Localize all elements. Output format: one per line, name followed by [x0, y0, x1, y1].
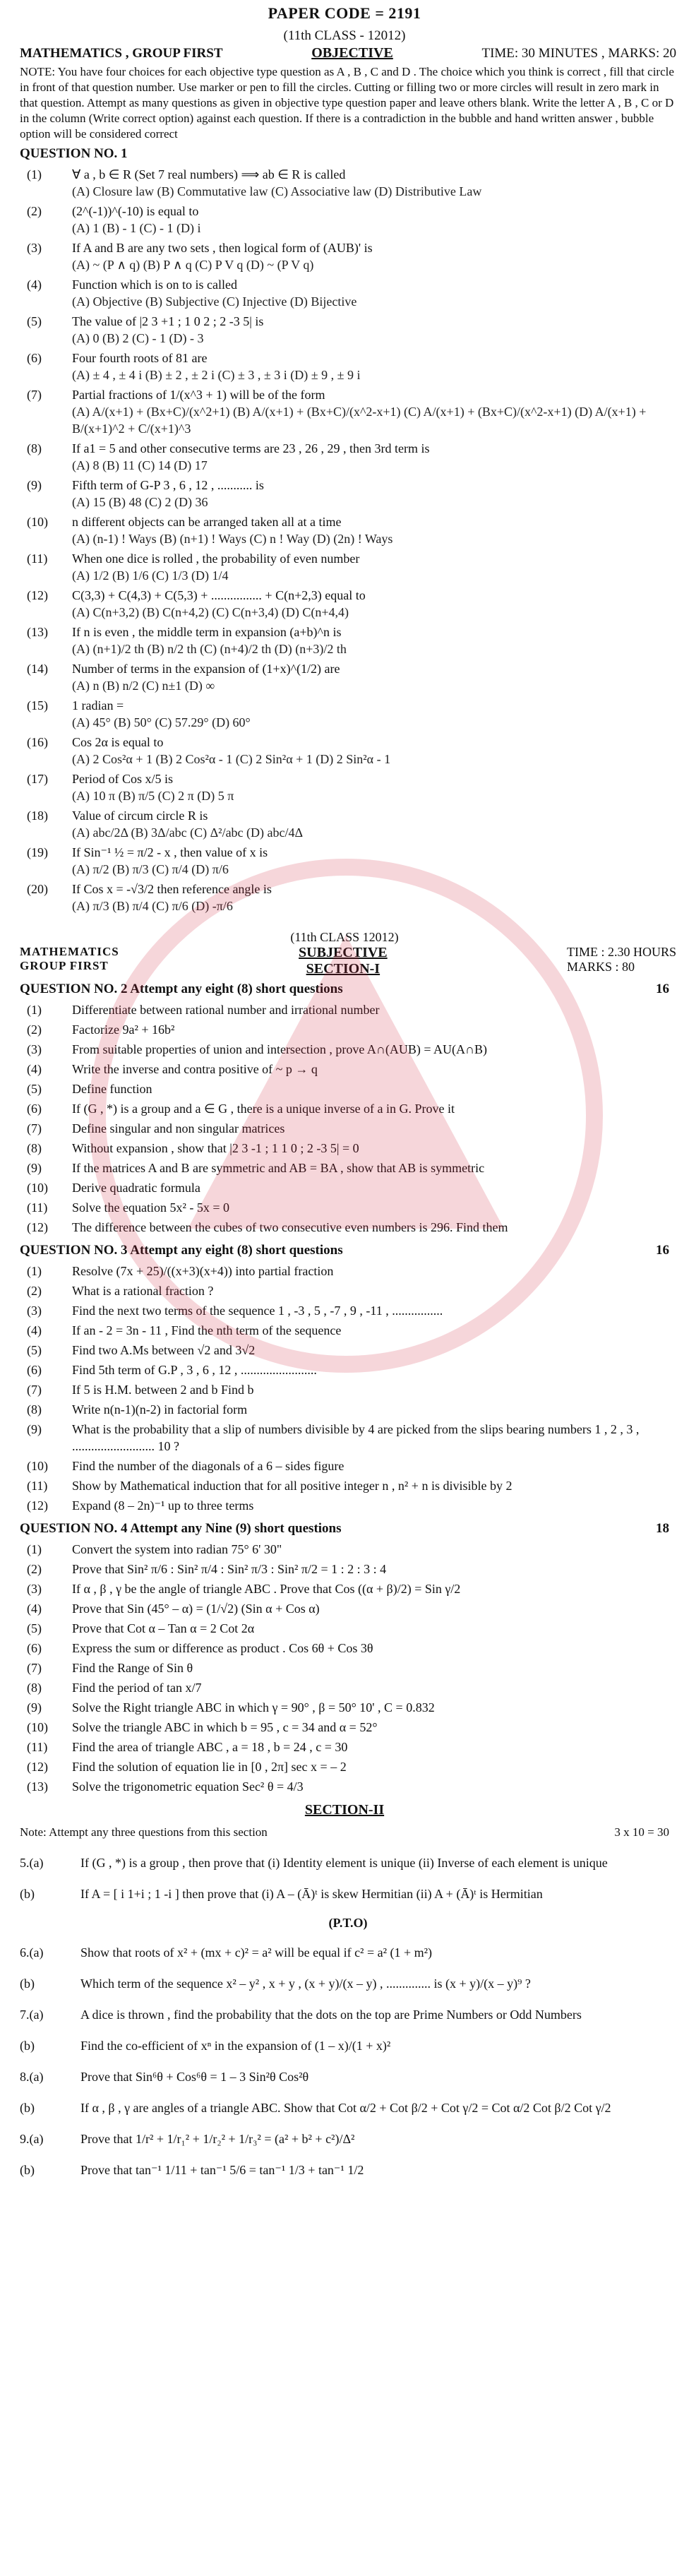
item-text: If α , β , γ be the angle of triangle ABC . Prove that Cos ((α + β)/2) = Sin γ/2 — [72, 1582, 461, 1596]
item-options: (A) 0 (B) 2 (C) - 1 (D) - 3 — [72, 331, 204, 345]
subjective-header — [0, 945, 689, 977]
item-number: (8) — [27, 1402, 42, 1417]
item-text: ∀ a , b ∈ R (Set 7 real numbers) ⟹ ab ∈ R is called (A) Closure law (B) Commutative law (C) Associative law (D) Distributive Law — [72, 167, 482, 198]
section2-item — [20, 2161, 676, 2179]
item-number: (5) — [27, 1082, 42, 1096]
item-text: Show by Mathematical induction that for all positive integer n , n² + n is divisible by 2 — [72, 1479, 513, 1493]
objective-header — [0, 45, 689, 61]
item-text: 1 radian = (A) 45° (B) 50° (C) 57.29° (D) 60° — [72, 698, 251, 729]
item-options: (A) ~ (P ∧ q) (B) P ∧ q (C) P V q (D) ~ (P V q) — [72, 258, 314, 272]
item-number: (6) — [27, 1102, 42, 1116]
q2-item — [20, 1120, 676, 1137]
item-text: Find two A.Ms between √2 and 3√2 — [72, 1343, 256, 1357]
item-number: (9) — [27, 478, 42, 492]
item-text: Prove that Cot α – Tan α = 2 Cot 2α — [72, 1621, 255, 1635]
q1-item — [20, 881, 676, 914]
question-1-list — [0, 166, 689, 914]
item-number: (6) — [27, 351, 42, 365]
q2-item — [20, 1179, 676, 1196]
item-text: If A and B are any two sets , then logical form of (AUB)' is (A) ~ (P ∧ q) (B) P ∧ q (C) P V q (D) ~ (P V q) — [72, 241, 373, 272]
item-options: (A) (n-1) ! Ways (B) (n+1) ! Ways (C) n ! Way (D) (2n) ! Ways — [72, 532, 393, 546]
item-text: If (G , *) is a group and a ∈ G , there is a unique inverse of a in G. Prove it — [72, 1102, 455, 1116]
item-text: The difference between the cubes of two consecutive even numbers is 296. Find them — [72, 1220, 508, 1234]
item-options: (A) 8 (B) 11 (C) 14 (D) 17 — [72, 458, 208, 472]
item-text: C(3,3) + C(4,3) + C(5,3) + ................ + C(n+2,3) equal to (A) C(n+3,2) (B) C(n+4,2) (C) C(n+3,4) (D) C(n+4,4) — [72, 588, 366, 619]
item-text: (2^(-1))^(-10) is equal to (A) 1 (B) - 1 (C) - 1 (D) i — [72, 204, 201, 235]
item-number: (16) — [27, 735, 48, 749]
item-number: (7) — [27, 1121, 42, 1135]
question-2-heading: QUESTION NO. 2 Attempt any eight (8) short questions 16 — [20, 982, 669, 996]
item-number: (1) — [27, 1264, 42, 1278]
q3-item — [20, 1497, 676, 1514]
section2-item — [20, 2099, 676, 2117]
time-marks: TIME: 30 MINUTES , MARKS: 20 — [481, 46, 676, 61]
item-number: (9) — [27, 1161, 42, 1175]
item-number: (b) — [20, 2101, 35, 2115]
item-number: (3) — [27, 1042, 42, 1056]
item-text: A dice is thrown , find the probability that the dots on the top are Prime Numbers or Odd Numbers — [80, 2008, 582, 2022]
q1-item — [20, 276, 676, 310]
item-text: Find the Range of Sin θ — [72, 1661, 193, 1675]
item-number: (4) — [27, 1602, 42, 1616]
q3-item — [20, 1401, 676, 1418]
section2-item — [20, 2068, 676, 2086]
q1-item — [20, 313, 676, 347]
item-number: (1) — [27, 1003, 42, 1017]
item-text: Derive quadratic formula — [72, 1181, 200, 1195]
q2-item — [20, 1001, 676, 1018]
item-number: (9) — [27, 1422, 42, 1436]
item-number: (12) — [27, 1760, 48, 1774]
item-number: (10) — [27, 1459, 48, 1473]
item-number: (19) — [27, 845, 48, 859]
item-text: Solve the trigonometric equation Sec² θ = 4/3 — [72, 1779, 304, 1794]
item-text: Solve the Right triangle ABC in which γ = 90° , β = 50° 10' , C = 0.832 — [72, 1700, 435, 1715]
item-options: (A) n (B) n/2 (C) n±1 (D) ∞ — [72, 679, 215, 693]
q4-item — [20, 1659, 676, 1676]
item-text: Define function — [72, 1082, 152, 1096]
item-number: (17) — [27, 772, 48, 786]
item-options: (A) 45° (B) 50° (C) 57.29° (D) 60° — [72, 715, 251, 729]
item-number: (13) — [27, 1779, 48, 1794]
item-options: (A) π/2 (B) π/3 (C) π/4 (D) π/6 — [72, 862, 229, 876]
item-text: Cos 2α is equal to (A) 2 Cos²α + 1 (B) 2 Cos²α - 1 (C) 2 Sin²α + 1 (D) 2 Sin²α - 1 — [72, 735, 391, 766]
question-1-heading: QUESTION NO. 1 — [20, 146, 128, 161]
item-number: (8) — [27, 1141, 42, 1155]
q3-item — [20, 1477, 676, 1494]
section2-item — [20, 1885, 676, 1903]
section2-item — [20, 1974, 676, 1993]
item-number: (10) — [27, 1181, 48, 1195]
q2-item — [20, 1080, 676, 1097]
q2-item — [20, 1140, 676, 1157]
item-options: (A) Closure law (B) Commutative law (C) Associative law (D) Distributive Law — [72, 184, 482, 198]
item-number: (1) — [27, 1542, 42, 1556]
item-text: Find the solution of equation lie in [0 , 2π] sec x = – 2 — [72, 1760, 347, 1774]
section-2-list — [0, 1854, 689, 2179]
q2-item — [20, 1061, 676, 1078]
item-text: From suitable properties of union and intersection , prove A∩(AUB) = AU(A∩B) — [72, 1042, 488, 1056]
item-text: Solve the equation 5x² - 5x = 0 — [72, 1200, 230, 1215]
q1-item — [20, 386, 676, 437]
q1-item — [20, 203, 676, 237]
item-text: Prove that Sin⁶θ + Cos⁶θ = 1 – 3 Sin²θ Cos²θ — [80, 2070, 309, 2084]
q1-item — [20, 587, 676, 621]
item-number: (2) — [27, 1562, 42, 1576]
item-text: If n is even , the middle term in expansion (a+b)^n is (A) (n+1)/2 th (B) n/2 th (C) (n+4)/2 th (D) (n+3)/2 th — [72, 625, 347, 656]
section2-item — [20, 1854, 676, 1872]
q4-item — [20, 1580, 676, 1597]
item-number: (b) — [20, 1976, 35, 1991]
q1-item — [20, 239, 676, 273]
item-number: (4) — [27, 1323, 42, 1337]
item-options: (A) ± 4 , ± 4 i (B) ± 2 , ± 2 i (C) ± 3 , ± 3 i (D) ± 9 , ± 9 i — [72, 368, 361, 382]
question-3-heading: QUESTION NO. 3 Attempt any eight (8) short questions 16 — [20, 1243, 669, 1258]
item-text: Number of terms in the expansion of (1+x)^(1/2) are (A) n (B) n/2 (C) n±1 (D) ∞ — [72, 662, 340, 693]
item-text: If the matrices A and B are symmetric and AB = BA , show that AB is symmetric — [72, 1161, 485, 1175]
objective-title: OBJECTIVE — [311, 45, 393, 61]
item-text: Define singular and non singular matrices — [72, 1121, 285, 1135]
q4-item — [20, 1699, 676, 1716]
item-text: Find the period of tan x/7 — [72, 1681, 202, 1695]
item-text: If 5 is H.M. between 2 and b Find b — [72, 1383, 254, 1397]
item-text: What is the probability that a slip of numbers divisible by 4 are picked from the slips bearing numbers 1 , 2 , 3 , .......................... 10 ? — [72, 1422, 640, 1453]
item-text: Differentiate between rational number and irrational number — [72, 1003, 380, 1017]
item-number: (18) — [27, 809, 48, 823]
item-number: 9.(a) — [20, 2132, 44, 2146]
subjective-subject-block: MATHEMATICS GROUP FIRST — [20, 945, 119, 972]
question-4-heading: QUESTION NO. 4 Attempt any Nine (9) short questions 18 — [20, 1521, 669, 1536]
item-text: Function which is on to is called (A) Objective (B) Subjective (C) Injective (D) Bijective — [72, 278, 357, 309]
item-text: If α , β , γ are angles of a triangle ABC. Show that Cot α/2 + Cot β/2 + Cot γ/2 = Cot α/2 Cot β/2 Cot γ/2 — [80, 2101, 611, 2115]
subjective-class-line: (11th CLASS 12012) — [290, 930, 399, 944]
q1-item — [20, 513, 676, 547]
item-number: (7) — [27, 1383, 42, 1397]
q1-item — [20, 697, 676, 731]
item-options: (A) C(n+3,2) (B) C(n+4,2) (C) C(n+3,4) (D) C(n+4,4) — [72, 605, 349, 619]
item-number: (11) — [27, 551, 48, 566]
item-number: (11) — [27, 1740, 48, 1754]
q3-item — [20, 1361, 676, 1378]
item-number: (b) — [20, 1887, 35, 1901]
subjective-title-block: SUBJECTIVE SECTION-I — [299, 945, 388, 977]
item-number: (11) — [27, 1479, 48, 1493]
q1-item — [20, 770, 676, 804]
pto-marker: (P.T.O) — [328, 1916, 368, 1930]
q1-item — [20, 734, 676, 768]
q3-item — [20, 1322, 676, 1339]
item-options: (A) abc/2Δ (B) 3Δ/abc (C) Δ²/abc (D) abc/4Δ — [72, 825, 304, 840]
item-number: (11) — [27, 1200, 48, 1215]
q3-item — [20, 1263, 676, 1280]
q3-item — [20, 1342, 676, 1359]
item-number: (4) — [27, 1062, 42, 1076]
q1-item — [20, 660, 676, 694]
item-options: (A) π/3 (B) π/4 (C) π/6 (D) -π/6 — [72, 899, 233, 913]
item-options: (A) 2 Cos²α + 1 (B) 2 Cos²α - 1 (C) 2 Sin²α + 1 (D) 2 Sin²α - 1 — [72, 752, 391, 766]
item-text: If Cos x = -√3/2 then reference angle is (A) π/3 (B) π/4 (C) π/6 (D) -π/6 — [72, 882, 272, 913]
item-number: (2) — [27, 1022, 42, 1037]
q3-item — [20, 1381, 676, 1398]
item-number: (13) — [27, 625, 48, 639]
item-number: (6) — [27, 1363, 42, 1377]
item-number: (5) — [27, 314, 42, 328]
objective-note: NOTE: You have four choices for each objective type question as A , B , C and D . The choice which you think is correct , fill that circle in front of that question number. Use marker or pen to fill the circles. Cutting or filling two or more circles will result in zero mark in that question. Attempt as many questions as given in objective type question paper and leave others blank. Write the letter A , B , C or D in the column (Write correct option) against each question. If there is a contradiction in the bubble and hand written answer , bubble option will be considered correct — [20, 65, 674, 141]
item-text: Find the area of triangle ABC , a = 18 , b = 24 , c = 30 — [72, 1740, 348, 1754]
item-text: The value of |2 3 +1 ; 1 0 2 ; 2 -3 5| is (A) 0 (B) 2 (C) - 1 (D) - 3 — [72, 314, 264, 345]
item-options: (A) 1 (B) - 1 (C) - 1 (D) i — [72, 221, 201, 235]
section2-item — [20, 2037, 676, 2055]
q2-item — [20, 1100, 676, 1117]
item-text: Show that roots of x² + (mx + c)² = a² will be equal if c² = a² (1 + m²) — [80, 1945, 433, 1960]
item-number: (20) — [27, 882, 48, 896]
section2-item — [20, 2130, 676, 2148]
item-text: Prove that tan⁻¹ 1/11 + tan⁻¹ 5/6 = tan⁻¹ 1/3 + tan⁻¹ 1/2 — [80, 2163, 364, 2177]
item-text: Factorize 9a² + 16b² — [72, 1022, 175, 1037]
q2-item — [20, 1041, 676, 1058]
item-text: If (G , *) is a group , then prove that (i) Identity element is unique (ii) Inverse of each element is unique — [80, 1856, 608, 1870]
item-text: Write the inverse and contra positive of ~ p → q — [72, 1062, 318, 1076]
q1-item — [20, 844, 676, 878]
q4-item — [20, 1620, 676, 1637]
item-options: (A) A/(x+1) + (Bx+C)/(x^2+1) (B) A/(x+1) + (Bx+C)/(x^2-x+1) (C) A/(x+1) + (Bx+C)/(x^2-x+1) (D) A/(x+1) + B/(x+1)^2 + C/(x+1)^3 — [72, 405, 647, 436]
item-text: Find the number of the diagonals of a 6 – sides figure — [72, 1459, 344, 1473]
item-text: Solve the triangle ABC in which b = 95 , c = 34 and α = 52° — [72, 1720, 378, 1734]
q2-item — [20, 1199, 676, 1216]
q1-item — [20, 440, 676, 474]
item-text: If a1 = 5 and other consecutive terms are 23 , 26 , 29 , then 3rd term is (A) 8 (B) 11 (C) 14 (D) 17 — [72, 441, 430, 472]
item-text: Without expansion , show that |2 3 -1 ; 1 1 0 ; 2 -3 5| = 0 — [72, 1141, 359, 1155]
q1-item — [20, 350, 676, 383]
q1-item — [20, 807, 676, 841]
question-3-list — [0, 1263, 689, 1514]
q1-item — [20, 624, 676, 657]
q4-item — [20, 1739, 676, 1755]
item-text: Find the next two terms of the sequence 1 , -3 , 5 , -7 , 9 , -11 , ................ — [72, 1304, 443, 1318]
item-number: (4) — [27, 278, 42, 292]
item-options: (A) 1/2 (B) 1/6 (C) 1/3 (D) 1/4 — [72, 568, 229, 583]
item-text: Find 5th term of G.P , 3 , 6 , 12 , ........................ — [72, 1363, 317, 1377]
item-number: (10) — [27, 515, 48, 529]
item-number: (b) — [20, 2039, 35, 2053]
item-text: Resolve (7x + 25)/((x+3)(x+4)) into partial fraction — [72, 1264, 334, 1278]
item-number: (12) — [27, 588, 48, 602]
item-text: What is a rational fraction ? — [72, 1284, 214, 1298]
item-number: (6) — [27, 1641, 42, 1655]
item-number: (9) — [27, 1700, 42, 1715]
q4-item — [20, 1778, 676, 1795]
subject-group: MATHEMATICS , GROUP FIRST — [20, 46, 223, 61]
q2-item — [20, 1219, 676, 1236]
item-text: Convert the system into radian 75° 6' 30" — [72, 1542, 282, 1556]
item-number: (7) — [27, 388, 42, 402]
q1-item — [20, 477, 676, 511]
section2-item — [20, 1943, 676, 1962]
q3-item — [20, 1302, 676, 1319]
q4-item — [20, 1541, 676, 1558]
item-options: (A) Objective (B) Subjective (C) Injective (D) Bijective — [72, 294, 357, 309]
q4-item — [20, 1758, 676, 1775]
item-options: (A) 15 (B) 48 (C) 2 (D) 36 — [72, 495, 208, 509]
section2-item — [20, 2005, 676, 2024]
paper-code: PAPER CODE = 2191 — [268, 4, 421, 22]
q1-item — [20, 166, 676, 200]
item-text: n different objects can be arranged taken all at a time (A) (n-1) ! Ways (B) (n+1) ! Ways (C) n ! Way (D) (2n) ! Ways — [72, 515, 393, 546]
question-4-list — [0, 1541, 689, 1795]
item-number: (2) — [27, 1284, 42, 1298]
item-text: Prove that 1/r² + 1/r₁² + 1/r₂² + 1/r₃² = (a² + b² + c²)/Δ² — [80, 2132, 355, 2146]
item-number: (5) — [27, 1343, 42, 1357]
item-number: (5) — [27, 1621, 42, 1635]
section-2-note: Note: Attempt any three questions from this section 3 x 10 = 30 — [20, 1825, 669, 1839]
q3-item — [20, 1282, 676, 1299]
q4-item — [20, 1640, 676, 1657]
item-number: (3) — [27, 241, 42, 255]
item-text: Four fourth roots of 81 are (A) ± 4 , ± 4 i (B) ± 2 , ± 2 i (C) ± 3 , ± 3 i (D) ± 9 , ± 9 i — [72, 351, 361, 382]
item-number: 6.(a) — [20, 1945, 44, 1960]
item-text: If Sin⁻¹ ½ = π/2 - x , then value of x is (A) π/2 (B) π/3 (C) π/4 (D) π/6 — [72, 845, 268, 876]
item-text: Write n(n-1)(n-2) in factorial form — [72, 1402, 248, 1417]
item-number: (15) — [27, 698, 48, 712]
item-number: 8.(a) — [20, 2070, 44, 2084]
subjective-time-block: TIME : 2.30 HOURS MARKS : 80 — [566, 945, 676, 974]
item-number: (1) — [27, 167, 42, 181]
item-text: Fifth term of G-P 3 , 6 , 12 , ........... is (A) 15 (B) 48 (C) 2 (D) 36 — [72, 478, 264, 509]
section-2-title: SECTION-II — [304, 1802, 385, 1818]
item-options: (A) 10 π (B) π/5 (C) 2 π (D) 5 π — [72, 789, 234, 803]
item-text: Prove that Sin² π/6 : Sin² π/4 : Sin² π/3 : Sin² π/2 = 1 : 2 : 3 : 4 — [72, 1562, 387, 1576]
item-text: If an - 2 = 3n - 11 , Find the nth term of the sequence — [72, 1323, 342, 1337]
item-text: Period of Cos x/5 is (A) 10 π (B) π/5 (C) 2 π (D) 5 π — [72, 772, 234, 803]
item-text: If A = [ i 1+i ; 1 -i ] then prove that (i) A – (Ā)ᵗ is skew Hermitian (ii) A + (Ā)ᵗ is Hermitian — [80, 1887, 543, 1901]
item-text: Which term of the sequence x² – y² , x + y , (x + y)/(x – y) , .............. is (x + y)/(x – y)⁹ ? — [80, 1976, 531, 1991]
item-number: 7.(a) — [20, 2008, 44, 2022]
item-text: Value of circum circle R is (A) abc/2Δ (B) 3Δ/abc (C) Δ²/abc (D) abc/4Δ — [72, 809, 304, 840]
item-number: (3) — [27, 1304, 42, 1318]
q3-item — [20, 1421, 676, 1455]
item-text: Prove that Sin (45° – α) = (1/√2) (Sin α + Cos α) — [72, 1602, 320, 1616]
item-number: 5.(a) — [20, 1856, 44, 1870]
q4-item — [20, 1561, 676, 1578]
q4-item — [20, 1679, 676, 1696]
question-2-list — [0, 1001, 689, 1236]
item-text: Expand (8 – 2n)⁻¹ up to three terms — [72, 1498, 254, 1513]
item-number: (2) — [27, 204, 42, 218]
item-number: (14) — [27, 662, 48, 676]
q2-item — [20, 1021, 676, 1038]
item-number: (12) — [27, 1498, 48, 1513]
item-number: (8) — [27, 1681, 42, 1695]
item-number: (12) — [27, 1220, 48, 1234]
q1-item — [20, 550, 676, 584]
q3-item — [20, 1457, 676, 1474]
item-text: Partial fractions of 1/(x^3 + 1) will be of the form (A) A/(x+1) + (Bx+C)/(x^2+1) (B) A/(x+1) + (Bx+C)/(x^2-x+1) (C) A/(x+1) + (Bx+C)/(x^2-x+1) (D) A/(x+1) + B/(x+1)^2 + C/(x+1)^3 — [72, 388, 647, 436]
item-text: When one dice is rolled , the probability of even number (A) 1/2 (B) 1/6 (C) 1/3 (D) 1/4 — [72, 551, 360, 583]
item-number: (10) — [27, 1720, 48, 1734]
item-number: (7) — [27, 1661, 42, 1675]
item-number: (3) — [27, 1582, 42, 1596]
q4-item — [20, 1600, 676, 1617]
item-number: (b) — [20, 2163, 35, 2177]
item-text: Find the co-efficient of xⁿ in the expansion of (1 – x)/(1 + x)² — [80, 2039, 391, 2053]
item-number: (8) — [27, 441, 42, 455]
q4-item — [20, 1719, 676, 1736]
class-line: (11th CLASS - 12012) — [283, 28, 406, 43]
item-text: Express the sum or difference as product . Cos 6θ + Cos 3θ — [72, 1641, 373, 1655]
q2-item — [20, 1159, 676, 1176]
item-options: (A) (n+1)/2 th (B) n/2 th (C) (n+4)/2 th (D) (n+3)/2 th — [72, 642, 347, 656]
